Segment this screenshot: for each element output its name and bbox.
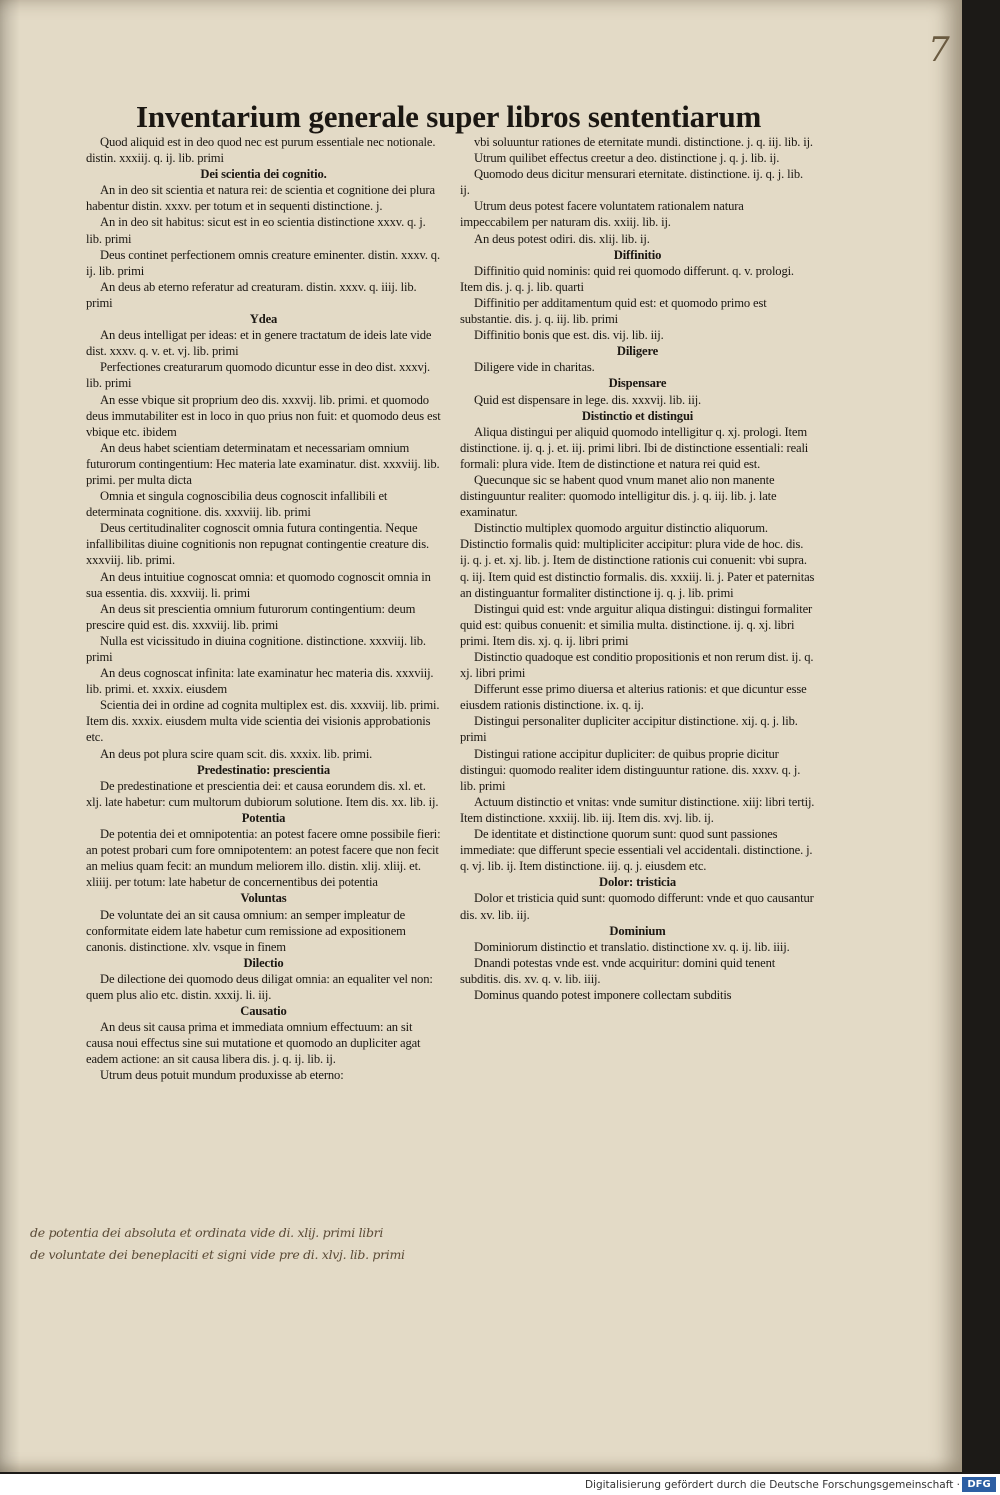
section-heading: Diffinitio — [613, 247, 662, 262]
index-entry: Dnandi potestas vnde est. vnde acquiritur: domini quid tenent subditis. dis. xv. q. v. lib. iiij. — [460, 955, 776, 986]
index-entry: De predestinatione et prescientia dei: et causa eorundem dis. xl. et. xlj. late habetur: cum multorum dubiorum solutione. Item dis. xx. lib. ij. — [86, 778, 439, 809]
index-entry: Dolor et tristicia quid sunt: quomodo differunt: vnde et quo causantur dis. xv. lib. iij. — [460, 891, 814, 922]
section-heading: Dolor: tristicia — [599, 875, 676, 890]
index-entry: Aliqua distingui per aliquid quomodo intelligitur q. xj. prologi. Item distinctione. ij. q. j. et. iij. primi libri. Ibi de distinctione essentiali: reali formali: plura vide. Item de distinctione et natura rei quid est. — [460, 424, 809, 471]
index-entry: Quod aliquid est in deo quod nec est purum essentiale nec notionale. distin. xxxiij. q. ij. lib. primi — [86, 135, 436, 166]
index-entry: An deus intuitiue cognoscat omnia: et quomodo cognoscit omnia in sua essentia. dis. xxxviij. li. primi — [86, 569, 431, 600]
section-heading: Voluntas — [240, 891, 287, 906]
index-entry: Actuum distinctio et vnitas: vnde sumitur distinctione. xiij: libri tertij. Item distinctione. xxxiij. lib. iij. Item dis. xvj. lib. ij. — [460, 794, 815, 825]
section-heading: Dispensare — [608, 376, 667, 391]
dfg-logo: DFG — [962, 1477, 996, 1492]
index-entry: An deus habet scientiam determinatam et necessariam omnium futurorum contingentium: Hec materia late examinatur. dist. xxxviij. lib. primi. per multa dicta — [86, 440, 440, 487]
footer-bar — [0, 1474, 1000, 1495]
index-entry: Deus certitudinaliter cognoscit omnia futura contingentia. Neque infallibilitas diuine cognitionis non repugnat contingentie creature dis. xxxviij. lib. primi. — [86, 521, 429, 568]
index-entry: Utrum quilibet effectus creetur a deo. distinctione j. q. j. lib. ij. — [474, 151, 780, 166]
index-entry: De potentia dei et omnipotentia: an potest facere omne possibile fieri: an potest probari cum fore omnipotentem: an potest facere que non fecit an melius quam fecit: an mundum meliorem illo. distin. xlij. xliij. et. xliiij. per totum: late habetur de concernentibus dei potentia — [86, 827, 441, 890]
index-entry: Nulla est vicissitudo in diuina cognitione. distinctione. xxxviij. lib. primi — [86, 633, 426, 664]
index-entry: Diffinitio bonis que est. dis. vij. lib. iij. — [474, 328, 664, 343]
index-entry: Distinctio quadoque est conditio propositionis et non rerum dist. ij. q. xj. libri primi — [460, 650, 814, 681]
section-heading: Dilectio — [243, 955, 284, 970]
index-entry: De identitate et distinctione quorum sunt: quod sunt passiones immediate: que differunt specie essentiali vel accidentali. distinctione. j. q. vj. lib. ij. Item distinctione. iij. q. j. eiusdem etc. — [460, 827, 813, 874]
index-entry: Omnia et singula cognoscibilia deus cognoscit infallibili et determinata cognitione. dis. xxxviij. lib. primi — [86, 489, 388, 520]
index-entry: An deus potest odiri. dis. xlij. lib. ij. — [474, 231, 650, 246]
index-entry: An deus ab eterno referatur ad creaturam. distin. xxxv. q. iiij. lib. primi — [86, 279, 417, 310]
index-entry: Utrum deus potuit mundum produxisse ab eterno: — [100, 1068, 344, 1083]
folio-number: 7 — [928, 30, 950, 70]
index-entry: An deus sit prescientia omnium futurorum contingentium: deum prescire quid est. dis. xxxviij. lib. primi — [86, 601, 416, 632]
index-entry: Diffinitio per additamentum quid est: et quomodo primo est substantie. dis. j. q. iij. lib. primi — [460, 295, 767, 327]
index-entry: Quid est dispensare in lege. dis. xxxvij. lib. iij. — [474, 392, 702, 407]
index-entry: An in deo sit scientia et natura rei: de scientia et cognitione dei plura habentur distin. xxxv. per totum et in sequenti distinctione. j. — [86, 183, 435, 214]
index-entry: Dominiorum distinctio et translatio. distinctione xv. q. ij. lib. iiij. — [474, 939, 790, 954]
section-heading: Dei scientia dei cognitio. — [200, 167, 327, 182]
index-entry: Differunt esse primo diuersa et alterius rationis: et que dicuntur esse eiusdem rationis distinctione. ix. q. ij. — [460, 682, 807, 713]
index-entry: An deus pot plura scire quam scit. dis. xxxix. lib. primi. — [100, 746, 373, 761]
index-entry: Distinctio multiplex quomodo arguitur distinctio aliquorum. Distinctio formalis quid: multipliciter accipitur: plura vide de hoc. dis. ij. q. j. et. xj. lib. j. Item de distinctione rationis cui conuenit: vbi supra. q. iij. Item quid est distinctio formalis. dis. xxxiij. li. j. Pater et paternitas an distinguantur formaliter distinctione ij. q. j. lib. primi — [460, 521, 815, 600]
index-entry: Quomodo deus dicitur mensurari eternitate. distinctione. ij. q. j. lib. ij. — [460, 167, 803, 198]
index-entry: Deus continet perfectionem omnis creature eminenter. distin. xxxv. q. ij. lib. primi — [86, 247, 440, 278]
index-entry: An deus cognoscat infinita: late examinatur hec materia dis. xxxviij. lib. primi. et. xxxix. eiusdem — [86, 666, 434, 697]
index-entry: De voluntate dei an sit causa omnium: an semper impleatur de conformitate eidem late habetur cum remissione ad expositionem canonis. distinctione. xlv. vsque in finem — [86, 907, 406, 954]
index-entry: Scientia dei in ordine ad cognita multiplex est. dis. xxxviij. lib. primi. Item dis. xxxix. eiusdem multa vide scientia dei visionis approbationis etc. — [86, 698, 440, 745]
index-entry: Utrum deus potest facere voluntatem rationalem natura impeccabilem per naturam dis. xxiij. lib. ij. — [460, 199, 744, 230]
section-heading: Diligere — [616, 344, 659, 359]
index-entry: An deus intelligat per ideas: et in genere tractatum de ideis late vide dist. xxxv. q. v. et. vj. lib. primi — [86, 328, 432, 359]
index-entry: vbi soluuntur rationes de eternitate mundi. distinctione. j. q. iij. lib. ij. — [474, 135, 813, 149]
section-heading: Dominium — [609, 923, 666, 938]
index-entry: Distingui personaliter dupliciter accipitur distinctione. xij. q. j. lib. primi — [460, 714, 798, 745]
left-column — [86, 134, 441, 1084]
page-title: Inventarium generale super libros sententiarum — [136, 99, 762, 134]
index-entry: Perfectiones creaturarum quomodo dicuntur esse in deo dist. xxxvj. lib. primi — [86, 360, 431, 391]
right-column — [460, 134, 815, 1003]
index-entry: Quecunque sic se habent quod vnum manet alio non manente distinguuntur realiter: quomodo intelligitur dis. j. q. iij. lib. j. late examinatur. — [460, 472, 777, 520]
section-heading: Potentia — [241, 810, 286, 825]
index-entry: Distingui quid est: vnde arguitur aliqua distingui: distingui formaliter quid est: quibus conuenit: et similia multa. distinctione. ij. q. xj. libri primi. Item dis. xj. q. ij. libri primi — [460, 601, 813, 648]
index-entry: Diffinitio quid nominis: quid rei quomodo differunt. q. v. prologi. Item dis. j. q. j. lib. quarti — [460, 263, 794, 294]
funding-credit: Digitalisierung gefördert durch die Deutsche Forschungsgemeinschaft · — [584, 1479, 960, 1491]
marginal-note: de potentia dei absoluta et ordinata vide di. xlij. primi libri — [30, 1225, 384, 1240]
section-heading: Distinctio et distingui — [581, 408, 694, 423]
index-entry: An esse vbique sit proprium deo dis. xxxvij. lib. primi. et quomodo deus immutabiliter est in loco in quo prius non fuit: et quomodo deus est vbique etc. ibidem — [86, 392, 441, 439]
section-heading: Predestinatio: prescientia — [196, 762, 331, 777]
section-heading: Causatio — [240, 1004, 287, 1019]
index-entry: Diligere vide in charitas. — [474, 360, 595, 375]
index-entry: Distingui ratione accipitur dupliciter: de quibus proprie dicitur distingui: quomodo realiter idem distinguuntur ratione. dis. xxxv. q. j. lib. primi — [460, 746, 801, 793]
index-entry: Dominus quando potest imponere collectam subditis — [474, 987, 732, 1002]
index-entry: An deus sit causa prima et immediata omnium effectuum: an sit causa noui effectus sine sui mutatione et quomodo an dupliciter agat eadem actione: an sit causa libera dis. j. q. ij. lib. ij. — [86, 1020, 421, 1067]
marginal-note: de voluntate dei beneplaciti et signi vide pre di. xlvj. lib. primi — [30, 1247, 405, 1262]
index-entry: An in deo sit habitus: sicut est in eo scientia distinctione xxxv. q. j. lib. primi — [86, 215, 426, 246]
index-entry: De dilectione dei quomodo deus diligat omnia: an equaliter vel non: quem plus alio etc. distin. xxxij. li. iij. — [86, 971, 433, 1002]
section-heading: Ydea — [249, 312, 278, 327]
